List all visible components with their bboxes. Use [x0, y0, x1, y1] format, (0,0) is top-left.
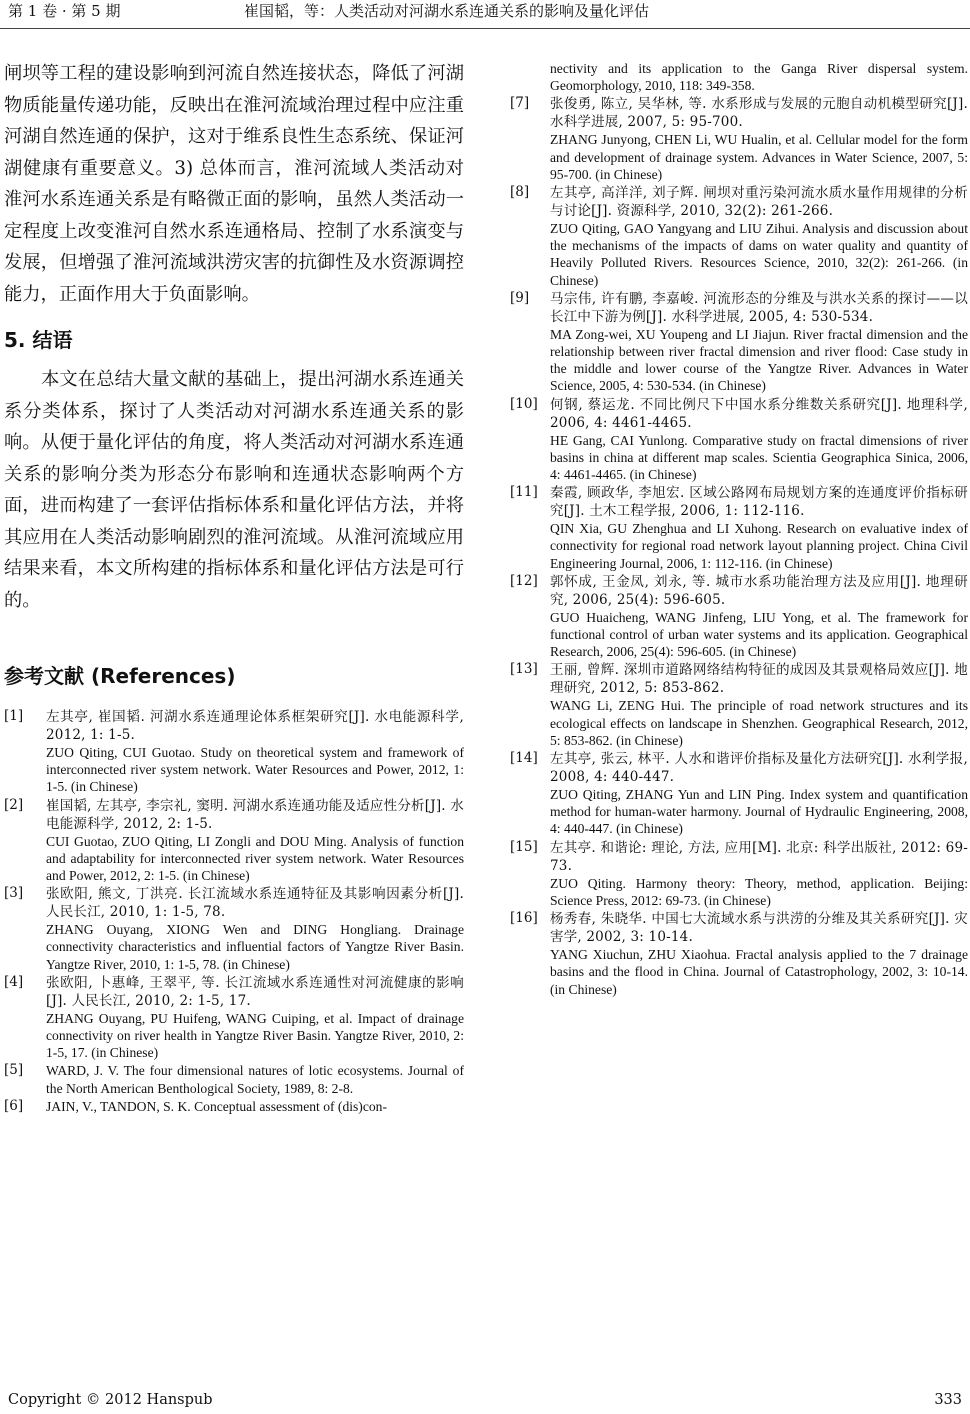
- reference-english: QIN Xia, GU Zhenghua and LI Xuhong. Research on evaluative index of connectivity for regional road network layout planning project. China Civil Engineering Journal, 2006, 1: 112-116. (in Chinese): [550, 521, 968, 571]
- reference-number: [12]: [510, 572, 538, 589]
- reference-number: [9]: [510, 289, 530, 306]
- reference-number: [10]: [510, 395, 538, 412]
- left-column: [4, 58, 464, 1116]
- reference-number: [13]: [510, 661, 538, 678]
- reference-english: ZUO Qiting, CUI Guotao. Study on theoretical system and framework of interconnected river system network. Water Resources and Power, 2012, 1: 1-5. (in Chinese): [46, 745, 464, 795]
- reference-english: ZHANG Ouyang, XIONG Wen and DING Hongliang. Drainage connectivity characteristics and influential factors of Yangtze River Basin. Yangtze River, 2010, 1: 1-5, 78. (in Chinese): [46, 922, 464, 972]
- reference-number: [14]: [510, 750, 538, 767]
- reference-item: [510, 184, 968, 289]
- reference-chinese: 何钢, 蔡运龙. 不同比例尺下中国水系分维数关系研究[J]. 地理科学, 2006, 4: 4461-4465.: [550, 396, 968, 431]
- reference-chinese: 王丽, 曾辉. 深圳市道路网络结构特征的成因及其景观格局效应[J]. 地理研究, 2012, 5: 853-862.: [550, 662, 968, 697]
- reference-number: [8]: [510, 184, 530, 201]
- reference-item: [510, 95, 968, 183]
- reference-chinese: 崔国韬, 左其亭, 李宗礼, 窦明. 河湖水系连通功能及适应性分析[J]. 水电能源科学, 2012, 2: 1-5.: [46, 797, 464, 832]
- reference-item: [510, 910, 968, 998]
- reference-number: [4]: [4, 973, 24, 990]
- references-heading: 参考文献 (References): [4, 664, 236, 688]
- reference-number: [2]: [4, 796, 24, 813]
- running-title: 崔国韬，等：人类活动对河湖水系连通关系的影响及量化评估: [244, 2, 650, 20]
- reference-item: [4, 1062, 464, 1096]
- section-heading-conclusion: 5. 结语: [4, 328, 73, 352]
- page-number: 333: [934, 1392, 962, 1408]
- running-header: [0, 0, 970, 29]
- reference-item: [510, 661, 968, 749]
- reference-english: CUI Guotao, ZUO Qiting, LI Zongli and DOU Ming. Analysis of function and adaptability for interconnected river system network. Water Resources and Power, 2012, 2: 1-5. (in Chinese): [46, 833, 464, 884]
- reference-english: YANG Xiuchun, ZHU Xiaohua. Fractal analysis applied to the 7 drainage basins and the flood in China. Journal of Catastrophology, 2002, 3: 10-14. (in Chinese): [550, 947, 968, 997]
- reference-chinese: 左其亭. 和谐论: 理论, 方法, 应用[M]. 北京: 科学出版社, 2012: 69-73.: [550, 839, 968, 874]
- reference-number: [15]: [510, 838, 538, 855]
- reference-item: [510, 573, 968, 661]
- reference-chinese: 左其亭, 崔国韬. 河湖水系连通理论体系框架研究[J]. 水电能源科学, 2012, 1: 1-5.: [46, 709, 464, 743]
- reference-english: JAIN, V., TANDON, S. K. Conceptual assessment of (dis)con-: [46, 1098, 387, 1114]
- reference-item: [4, 1098, 464, 1115]
- reference-number: [16]: [510, 910, 538, 927]
- reference-item: [510, 396, 968, 484]
- right-column: [510, 60, 968, 999]
- reference-english: ZHANG Ouyang, PU Huifeng, WANG Cuiping, et al. Impact of drainage connectivity on river health in Yangtze River Basin. Yangtze River, 2010, 2: 1-5, 17. (in Chinese): [46, 1010, 464, 1061]
- reference-list-left: [4, 708, 464, 1115]
- reference-english: nectivity and its application to the Ganga River dispersal system. Geomorphology, 2010, 118: 349-358.: [550, 61, 968, 94]
- reference-number: [11]: [510, 484, 538, 501]
- conclusion-paragraph: 本文在总结大量文献的基础上，提出河湖水系连通关系分类体系，探讨了人类活动对河湖水系连通关系的影响。从便于量化评估的角度，将人类活动对河湖水系连通关系的影响分类为形态分布影响和连通状态影响两个方面，进而构建了一套评估指标体系和量化评估方法，并将其应用在人类活动影响剧烈的淮河流域。从淮河流域应用结果来看，本文所构建的指标体系和量化评估方法是可行的。: [4, 369, 464, 611]
- reference-chinese: 左其亭, 高洋洋, 刘子辉. 闸坝对重污染河流水质水量作用规律的分析与讨论[J]. 资源科学, 2010, 32(2): 261-266.: [550, 185, 968, 220]
- reference-english: WARD, J. V. The four dimensional natures of lotic ecosystems. Journal of the North American Benthological Society, 1989, 8: 2-8.: [46, 1063, 464, 1096]
- reference-english: WANG Li, ZENG Hui. The principle of road network structures and its ecological effects on landscape in Shenzhen. Geographical Research, 2012, 5: 853-862. (in Chinese): [550, 698, 968, 748]
- reference-chinese: 张欧阳, 卜惠峰, 王翠平, 等. 长江流域水系连通性对河流健康的影响[J]. 人民长江, 2010, 2: 1-5, 17.: [46, 974, 464, 1009]
- reference-chinese: 张欧阳, 熊文, 丁洪亮. 长江流域水系连通特征及其影响因素分析[J]. 人民长江, 2010, 1: 1-5, 78.: [46, 886, 464, 921]
- reference-english: ZUO Qiting, GAO Yangyang and LIU Zihui. Analysis and discussion about the mechanisms of the impacts of dams on water quality and quantity of Heavily Polluted Rivers. Resources Science, 2010, 32(2): 261-266. (in Chinese): [550, 221, 968, 288]
- reference-item: [4, 797, 464, 885]
- reference-chinese: 杨秀春, 朱晓华. 中国七大流域水系与洪涝的分维及其关系研究[J]. 灾害学, 2002, 3: 10-14.: [550, 911, 968, 946]
- reference-english: ZHANG Junyong, CHEN Li, WU Hualin, et al. Cellular model for the form and development of drainage system. Advances in Water Science, 2007, 5: 95-700. (in Chinese): [550, 132, 968, 182]
- reference-item: [4, 974, 464, 1062]
- reference-item: [510, 290, 968, 395]
- reference-english: MA Zong-wei, XU Youpeng and LI Jiajun. River fractal dimension and the relationship between river fractal dimension and river flood: Case study in the middle and lower course of the Yangtze River. Advances in Water Science, 2005, 4: 530-534. (in Chinese): [550, 326, 968, 394]
- reference-chinese: 秦霞, 顾政华, 李旭宏. 区域公路网布局规划方案的连通度评价指标研究[J]. 土木工程学报, 2006, 1: 112-116.: [550, 485, 968, 520]
- reference-item: [510, 484, 968, 572]
- reference-item-continued: [510, 60, 968, 94]
- reference-number: [5]: [4, 1062, 24, 1079]
- reference-item: [4, 708, 464, 796]
- reference-chinese: 马宗伟, 许有鹏, 李嘉峻. 河流形态的分维及与洪水关系的探讨——以长江中下游为例[J]. 水科学进展, 2005, 4: 530-534.: [550, 290, 968, 325]
- volume-issue: 第 1 卷 · 第 5 期: [8, 2, 121, 20]
- reference-number: [7]: [510, 95, 530, 112]
- reference-number: [6]: [4, 1097, 24, 1114]
- reference-english: HE Gang, CAI Yunlong. Comparative study on fractal dimensions of river basins in china at different map scales. Scientia Geographica Sinica, 2006, 4: 4461-4465. (in Chinese): [550, 432, 968, 483]
- reference-chinese: 左其亭, 张云, 林平. 人水和谐评价指标及量化方法研究[J]. 水利学报, 2008, 4: 440-447.: [550, 751, 968, 786]
- reference-item: [4, 885, 464, 973]
- reference-chinese: 张俊勇, 陈立, 吴华林, 等. 水系形成与发展的元胞自动机模型研究[J]. 水科学进展, 2007, 5: 95-700.: [550, 96, 968, 131]
- reference-item: [510, 839, 968, 909]
- paragraph-continued: 闸坝等工程的建设影响到河流自然连接状态，降低了河湖物质能量传递功能，反映出在淮河流域治理过程中应注重河湖自然连通的保护，这对于维系良性生态系统、保证河湖健康有重要意义。3) 总体而言，淮河流域人类活动对淮河水系连通关系是有略微正面的影响，虽然人类活动一定程度上改变淮河自然水系连通格局、控制了水系演变与发展，但增强了淮河流域洪涝灾害的抗御性及水资源调控能力，正面作用大于负面影响。: [4, 63, 464, 305]
- reference-english: ZUO Qiting, ZHANG Yun and LIN Ping. Index system and quantification method for human-water harmony. Journal of Hydraulic Engineering, 2008, 4: 440-447. (in Chinese): [550, 787, 968, 837]
- reference-item: [510, 750, 968, 838]
- copyright-notice: Copyright © 2012 Hanspub: [8, 1392, 213, 1408]
- reference-chinese: 郭怀成, 王金凤, 刘永, 等. 城市水系功能治理方法及应用[J]. 地理研究, 2006, 25(4): 596-605.: [550, 573, 968, 608]
- reference-number: [1]: [4, 708, 24, 724]
- reference-english: ZUO Qiting. Harmony theory: Theory, method, application. Beijing: Science Press, 2012: 69-73. (in Chinese): [550, 875, 968, 908]
- reference-english: GUO Huaicheng, WANG Jinfeng, LIU Yong, et al. The framework for functional control of urban water systems and its application. Geographical Research, 2006, 25(4): 596-605. (in Chinese): [550, 609, 968, 660]
- reference-number: [3]: [4, 885, 24, 902]
